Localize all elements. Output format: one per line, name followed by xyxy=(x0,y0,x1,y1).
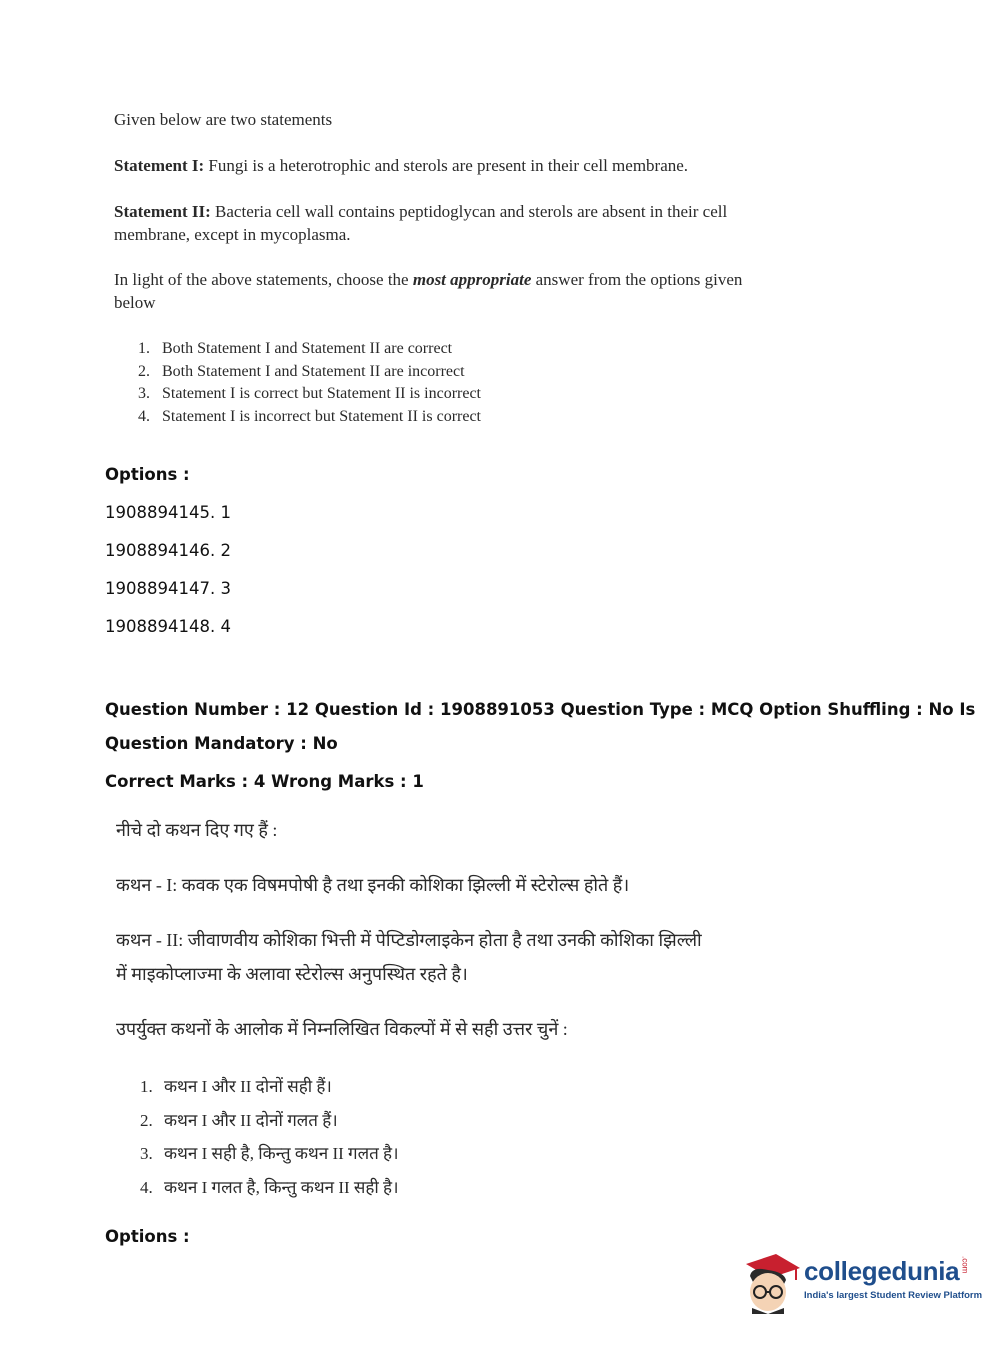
choice-text: Statement I is incorrect but Statement II is correct xyxy=(162,407,481,425)
option-item: 1908894146. 2 xyxy=(105,541,231,560)
choice-text: कथन I और II दोनों सही हैं। xyxy=(164,1077,332,1096)
hindi-intro: नीचे दो कथन दिए गए हैं : xyxy=(116,820,278,840)
statement-2-text-cont: membrane, except in mycoplasma. xyxy=(114,225,351,244)
choice-text: Statement I is correct but Statement II is incorrect xyxy=(162,385,481,402)
english-choices xyxy=(138,338,638,428)
mascot-icon xyxy=(740,1250,802,1314)
logo-tagline: India's largest Student Review Platform xyxy=(804,1290,983,1301)
hindi-statement-2-text: कथन - II: जीवाणवीय कोशिका भित्ती में पेप्टिडोग्लाइकेन होता है तथा उनकी कोशिका झिल्ली xyxy=(116,930,702,950)
hindi-statement-2 xyxy=(116,923,756,991)
choice-number: 3. xyxy=(138,385,150,402)
options-heading: Options : xyxy=(105,465,190,484)
choice-number: 1. xyxy=(138,340,150,357)
statement-1-label: Statement I: xyxy=(114,156,205,175)
choice-number: 4. xyxy=(140,1177,153,1197)
collegedunia-logo xyxy=(740,1248,983,1318)
instruction-text: In light of the above statements, choose the xyxy=(114,270,413,289)
choice-number: 2. xyxy=(138,362,150,380)
statement-2 xyxy=(114,200,754,246)
instruction-text-end: answer from the options given xyxy=(531,270,743,289)
hindi-question xyxy=(116,813,756,1046)
choice-text: Both Statement I and Statement II are correct xyxy=(162,340,453,357)
choice-item xyxy=(140,1137,640,1171)
choice-item xyxy=(138,338,638,361)
option-item: 1908894145. 1 xyxy=(105,503,231,522)
choice-item xyxy=(140,1104,640,1138)
question-meta-line-2: Question Mandatory : No xyxy=(105,734,338,753)
choice-number: 3. xyxy=(140,1144,153,1163)
logo-suffix: .com xyxy=(960,1256,970,1274)
choice-number: 2. xyxy=(140,1110,153,1130)
question-intro: Given below are two statements xyxy=(114,110,333,129)
hindi-statement-2-text-cont: में माइकोप्लाज्मा के अलावा स्टेरोल्स अनुपस्थित रहते है। xyxy=(116,964,468,984)
choice-item xyxy=(140,1070,640,1104)
choice-text: कथन I गलत है, किन्तु कथन II सही है। xyxy=(164,1177,399,1197)
statement-2-text: Bacteria cell wall contains peptidoglycan and sterols are absent in their cell xyxy=(210,202,728,221)
statement-2-label: Statement II: xyxy=(114,202,211,221)
choice-number: 4. xyxy=(138,407,150,425)
question-meta-line-1: Question Number : 12 Question Id : 1908891053 Question Type : MCQ Option Shuffling : No Is xyxy=(105,700,976,719)
choice-text: कथन I और II दोनों गलत हैं। xyxy=(164,1110,338,1130)
option-item: 1908894148. 4 xyxy=(105,617,231,636)
question-instruction xyxy=(114,268,754,314)
logo-brand: collegedunia xyxy=(804,1256,960,1286)
hindi-statement-1: कथन - I: कवक एक विषमपोषी है तथा इनकी कोशिका झिल्ली में स्टेरोल्स होते हैं। xyxy=(116,875,630,895)
option-item: 1908894147. 3 xyxy=(105,579,231,598)
choice-item xyxy=(138,406,638,429)
choice-text: Both Statement I and Statement II are incorrect xyxy=(162,362,465,380)
choice-item xyxy=(138,383,638,406)
statement-1-text: Fungi is a heterotrophic and sterols are present in their cell membrane. xyxy=(204,156,689,175)
choice-number: 1. xyxy=(140,1077,153,1096)
english-question xyxy=(114,108,754,314)
question-meta-line-3: Correct Marks : 4 Wrong Marks : 1 xyxy=(105,772,424,791)
hindi-choices xyxy=(140,1070,640,1204)
options-heading: Options : xyxy=(105,1227,190,1246)
choice-text: कथन I सही है, किन्तु कथन II गलत है। xyxy=(164,1144,399,1163)
statement-1 xyxy=(114,154,754,177)
instruction-emphasis: most appropriate xyxy=(412,270,532,289)
choice-item xyxy=(140,1171,640,1205)
instruction-text-cont: below xyxy=(114,293,156,312)
choice-item xyxy=(138,361,638,384)
hindi-instruction: उपर्युक्त कथनों के आलोक में निम्नलिखित विकल्पों में से सही उत्तर चुनें : xyxy=(116,1019,568,1039)
logo-wordmark xyxy=(804,1256,969,1287)
